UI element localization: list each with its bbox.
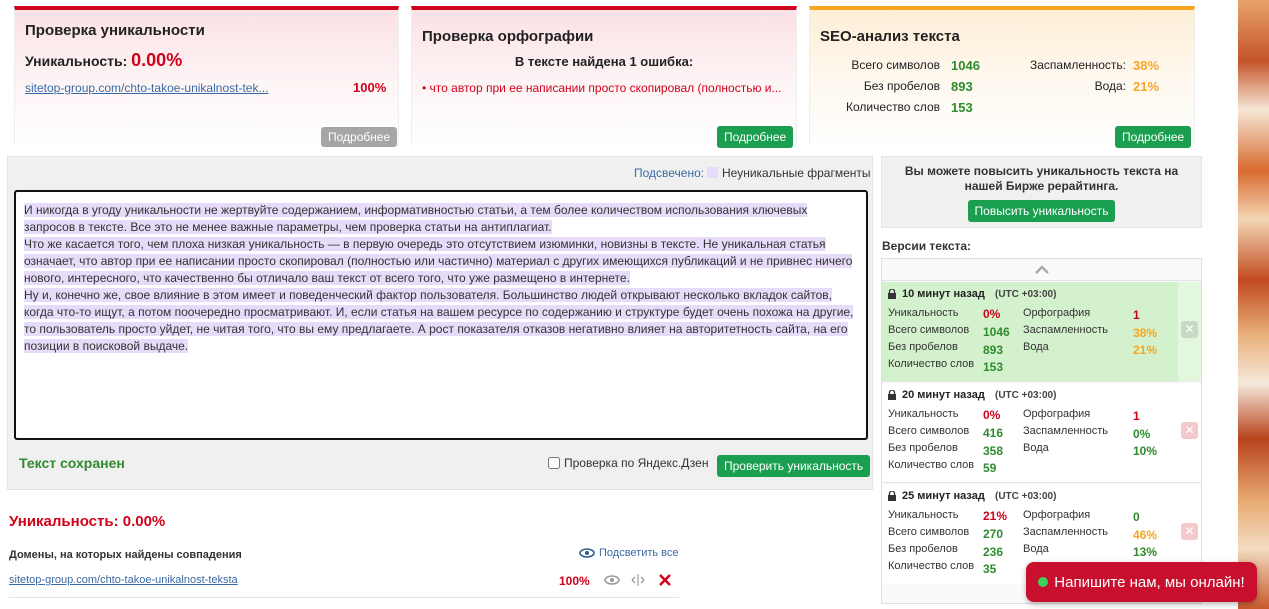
seo-nospace-value: 893 xyxy=(951,79,973,94)
promo-box xyxy=(881,156,1202,228)
version-spell-value: 0 xyxy=(1133,510,1140,524)
uniqueness-card xyxy=(14,6,399,146)
version-uniq-label: Уникальность xyxy=(888,307,959,319)
seo-words-label: Количество слов xyxy=(846,100,940,114)
delete-version-icon[interactable]: ✕ xyxy=(1181,523,1198,540)
spelling-card-title: Проверка орфографии xyxy=(422,28,594,45)
match-url-link[interactable]: sitetop-group.com/chto-takoe-unikalnost-teksta xyxy=(9,574,238,586)
version-spam-label: Заспамленность xyxy=(1023,526,1108,538)
highlight-legend: Неуникальные фрагменты xyxy=(722,166,871,180)
version-spam-label: Заспамленность xyxy=(1023,425,1108,437)
decorative-background xyxy=(1238,0,1269,609)
version-nospace-label: Без пробелов xyxy=(888,341,958,353)
online-dot-icon xyxy=(1038,577,1048,587)
text-paragraph-3: Ну и, конечно же, свое влияние в этом имеет и поведенческий фактор пользователя. Большинство людей открывают несколько вкладок сайтов, когда что-то ищут, а потом поочередно просматривают. И, если статья на вашем ресурсе по содержанию и структуре будет очень похожа на другие, то пользователь просто уйдет, не читая того, что вы ему предлагаете. А рост показателя отказов негативно влияет на авторитетность сайта, на его позиции в поисковой выдаче. xyxy=(24,288,854,353)
version-water-label: Вода xyxy=(1023,341,1049,353)
delete-icon[interactable] xyxy=(659,574,671,586)
version-spam-value: 46% xyxy=(1133,528,1158,542)
version-nospace-label: Без пробелов xyxy=(888,543,958,555)
version-spell-label: Орфография xyxy=(1023,307,1091,319)
version-uniq-value: 0% xyxy=(983,408,1001,422)
version-chars-value: 1046 xyxy=(983,325,1010,339)
spelling-details-button[interactable]: Подробнее xyxy=(717,126,793,148)
saved-status: Текст сохранен xyxy=(19,455,125,471)
seo-chars-value: 1046 xyxy=(951,58,980,73)
version-words-value: 35 xyxy=(983,562,997,576)
text-paragraph-1: И никогда в угоду уникальности не жертвуйте содержанием, информативностью статьи, а тем более количеством использования ключевых запросов в тексте. Все это не менее важные параметры, чем проверка статьи на антиплагиат. xyxy=(24,203,808,234)
chat-button[interactable] xyxy=(1026,562,1257,602)
spelling-error-item: • что автор при ее написании просто скопировал (полностью и... xyxy=(422,81,782,95)
seo-spam-label: Заспамленность: xyxy=(1029,58,1126,72)
highlight-swatch xyxy=(707,167,718,178)
text-editor[interactable] xyxy=(14,190,868,440)
seo-water-label: Вода: xyxy=(1094,79,1126,93)
highlight-all-button[interactable] xyxy=(579,547,679,559)
yandex-checkbox-label: Проверка по Яндекс.Дзен xyxy=(564,456,709,470)
highlight-label: Подсвечено: xyxy=(634,166,705,180)
match-percent: 100% xyxy=(559,574,590,588)
version-nospace-value: 893 xyxy=(983,343,1004,357)
scroll-up-button[interactable] xyxy=(882,259,1201,281)
version-item[interactable] xyxy=(882,383,1201,483)
version-spam-label: Заспамленность xyxy=(1023,324,1108,336)
lock-icon xyxy=(888,491,896,501)
chevron-up-icon xyxy=(1035,265,1049,274)
delete-version-icon[interactable]: ✕ xyxy=(1181,422,1198,439)
version-uniq-label: Уникальность xyxy=(888,509,959,521)
version-water-label: Вода xyxy=(1023,442,1049,454)
version-spam-value: 38% xyxy=(1133,326,1158,340)
source-link[interactable]: sitetop-group.com/chto-takoe-unikalnost-tek... xyxy=(25,81,269,95)
version-uniq-value: 0% xyxy=(983,307,1001,321)
uniqueness-details-button[interactable]: Подробнее xyxy=(321,127,397,147)
version-chars-label: Всего символов xyxy=(888,425,970,437)
version-time: 25 минут назад xyxy=(902,490,985,502)
seo-water-value: 21% xyxy=(1133,79,1160,94)
version-item[interactable] xyxy=(882,282,1201,382)
spelling-card xyxy=(411,6,797,146)
version-nospace-value: 358 xyxy=(983,444,1004,458)
promo-text: Вы можете повысить уникальность текста на нашей Бирже рерайтинга. xyxy=(904,164,1179,193)
compare-icon[interactable] xyxy=(630,574,646,586)
version-water-value: 21% xyxy=(1133,343,1158,357)
version-spell-value: 1 xyxy=(1133,308,1140,322)
version-words-value: 59 xyxy=(983,461,997,475)
version-timezone: (UTC +03:00) xyxy=(995,390,1057,401)
version-nospace-label: Без пробелов xyxy=(888,442,958,454)
version-nospace-value: 236 xyxy=(983,545,1004,559)
table-row xyxy=(9,574,679,598)
version-spell-label: Орфография xyxy=(1023,408,1091,420)
versions-list xyxy=(881,258,1202,604)
version-uniq-label: Уникальность xyxy=(888,408,959,420)
eye-icon xyxy=(579,548,595,558)
uniqueness-value: 0.00% xyxy=(131,50,183,70)
version-words-value: 153 xyxy=(983,360,1004,374)
domains-title: Домены, на которых найдены совпадения xyxy=(9,549,242,561)
highlight-all-label: Подсветить все xyxy=(599,547,679,559)
lock-icon xyxy=(888,289,896,299)
seo-card xyxy=(809,6,1195,146)
increase-uniqueness-button[interactable]: Повысить уникальность xyxy=(968,200,1116,222)
uniqueness-label: Уникальность: xyxy=(25,53,128,69)
seo-card-title: SEO-анализ текста xyxy=(820,28,960,45)
version-words-label: Количество слов xyxy=(888,358,975,370)
uniqueness-summary xyxy=(25,50,182,71)
chat-label: Напишите нам, мы онлайн! xyxy=(1054,573,1245,591)
view-eye-icon[interactable] xyxy=(604,575,620,585)
lock-icon xyxy=(888,390,896,400)
seo-details-button[interactable]: Подробнее xyxy=(1115,126,1191,148)
version-water-label: Вода xyxy=(1023,543,1049,555)
version-chars-value: 270 xyxy=(983,527,1004,541)
spelling-summary: В тексте найдена 1 ошибка: xyxy=(514,54,694,69)
version-chars-value: 416 xyxy=(983,426,1004,440)
version-chars-label: Всего символов xyxy=(888,324,970,336)
version-timezone: (UTC +03:00) xyxy=(995,289,1057,300)
seo-nospace-label: Без пробелов xyxy=(863,79,940,93)
seo-words-value: 153 xyxy=(951,100,973,115)
version-timezone: (UTC +03:00) xyxy=(995,491,1057,502)
version-spell-label: Орфография xyxy=(1023,509,1091,521)
uniqueness-card-title: Проверка уникальности xyxy=(25,22,205,39)
yandex-checkbox[interactable] xyxy=(548,457,560,469)
check-uniqueness-button[interactable]: Проверить уникальность xyxy=(717,455,870,477)
version-words-label: Количество слов xyxy=(888,459,975,471)
version-water-value: 10% xyxy=(1133,444,1158,458)
version-water-value: 13% xyxy=(1133,545,1158,559)
version-spell-value: 1 xyxy=(1133,409,1140,423)
yandex-check[interactable] xyxy=(548,456,708,470)
versions-title: Версии текста: xyxy=(882,239,972,253)
version-uniq-value: 21% xyxy=(983,509,1008,523)
text-paragraph-2: Что же касается того, чем плоха низкая уникальность — в первую очередь это отсутствием изюминки, новизны в тексте. Не уникальная статья означает, что автор при ее написании просто скопировал (полностью или частично) материал с других имеющихся публикаций и не привнес ничего нового, интересного, что качественно бы отличало ваш текст от всего того, что уже размещено в интернете. xyxy=(24,237,853,285)
version-time: 20 минут назад xyxy=(902,389,985,401)
seo-chars-label: Всего символов xyxy=(851,58,940,72)
version-chars-label: Всего символов xyxy=(888,526,970,538)
seo-spam-value: 38% xyxy=(1133,58,1160,73)
delete-version-icon[interactable]: ✕ xyxy=(1181,321,1198,338)
results-uniqueness: Уникальность: 0.00% xyxy=(9,513,166,530)
version-time: 10 минут назад xyxy=(902,288,985,300)
source-match-percent: 100% xyxy=(353,80,387,95)
version-spam-value: 0% xyxy=(1133,427,1151,441)
version-words-label: Количество слов xyxy=(888,560,975,572)
